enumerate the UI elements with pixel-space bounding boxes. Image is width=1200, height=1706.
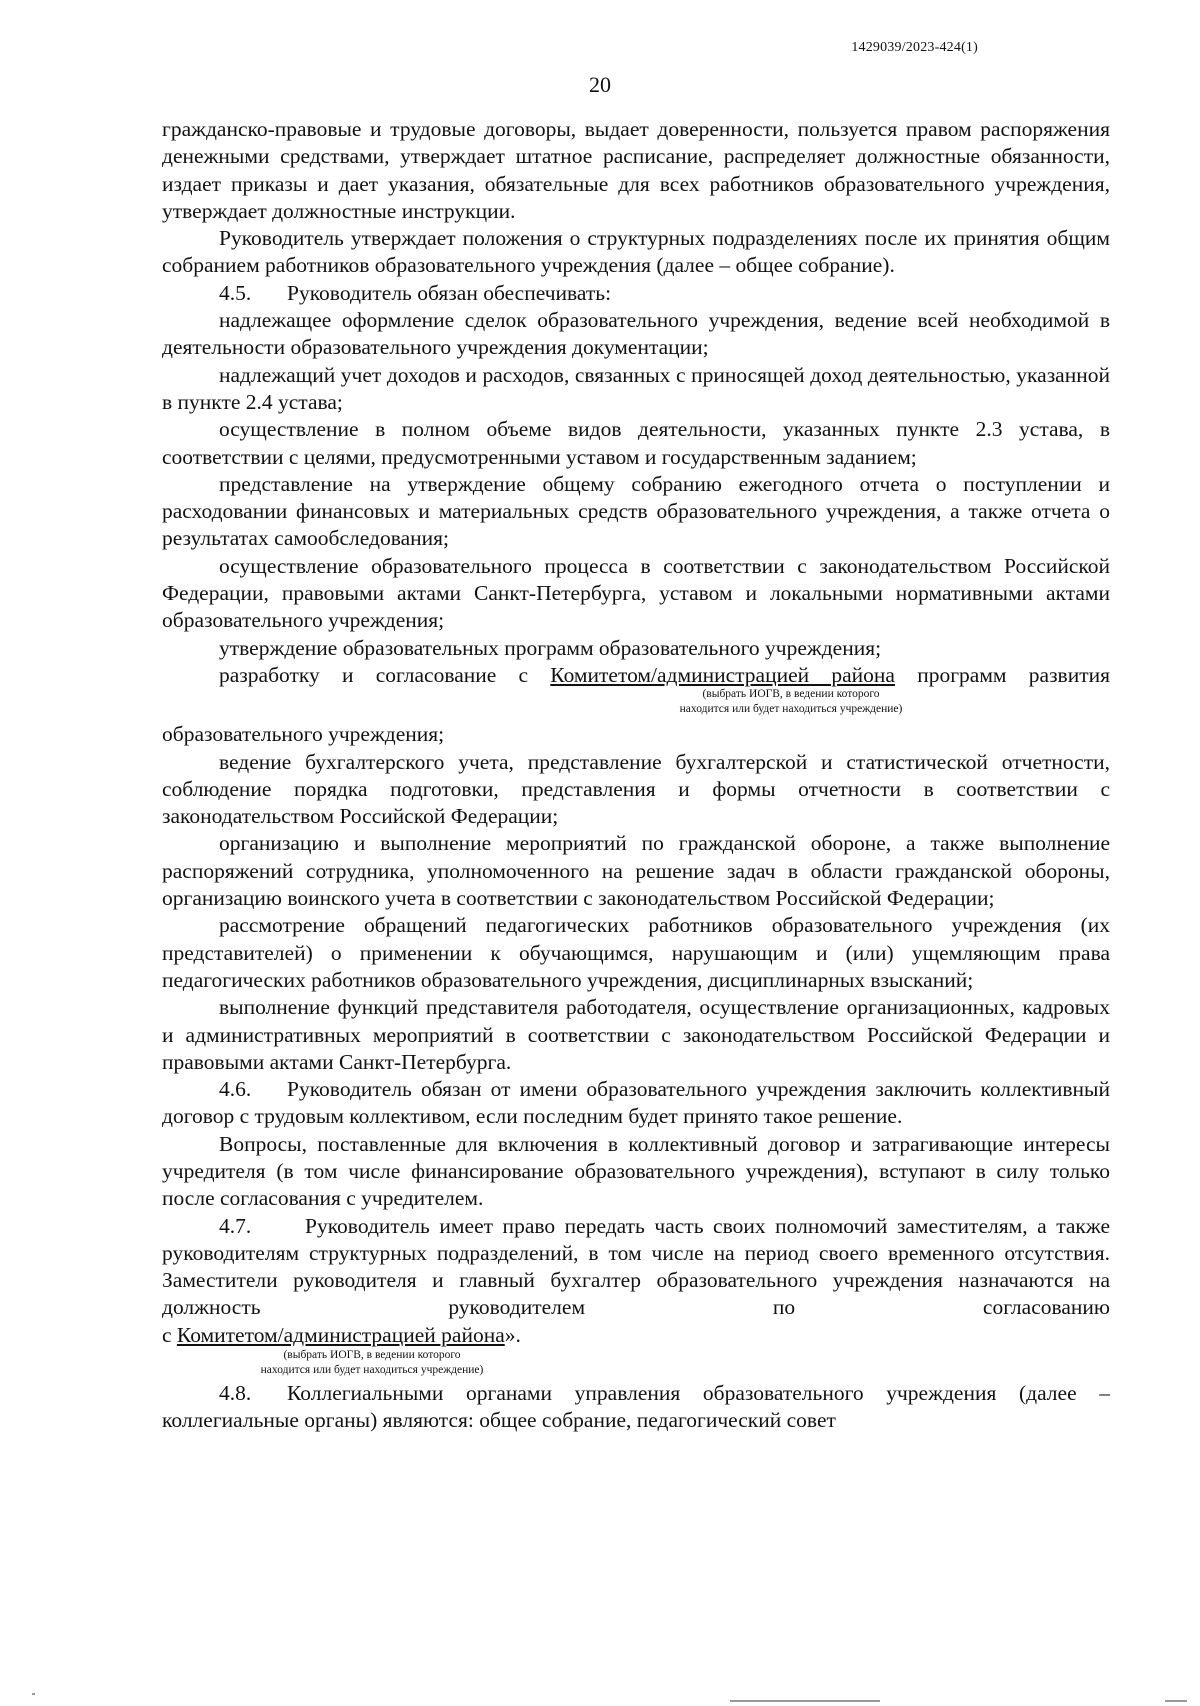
note-line: находится или будет находиться учреждение): [679, 703, 903, 716]
paragraph: Руководитель утверждает положения о структурных подразделениях после их принятия общим собранием работников образовательного учреждения (далее – общее собрание).: [162, 226, 1110, 278]
text-fragment: с: [162, 1322, 177, 1347]
text-fragment: ».: [504, 1322, 521, 1347]
clause-4-6: [162, 1076, 1110, 1131]
document-number: 1429039/2023-424(1): [851, 40, 978, 55]
clause-text: Руководитель обязан обеспечивать:: [287, 280, 612, 305]
paragraph: осуществление в полном объеме видов деятельности, указанных пункте 2.3 устава, в соответствии с целями, предусмотренными уставом и государственным заданием;: [162, 417, 1110, 469]
paragraph: гражданско-правовые и трудовые договоры, выдает доверенности, пользуется правом распоряжения денежными средствами, утверждает штатное расписание, распределяет должностные обязанности, издает приказы и дает указания, обязательные для всех работников образовательного учреждения, утверждает должностные инструкции.: [162, 117, 1110, 223]
document-body: [162, 116, 1110, 1435]
paragraph: выполнение функций представителя работодателя, осуществление организационных, кадровых и административных мероприятий в соответствии с законодательством Российской Федерации и правовыми актами Санкт-Петербурга.: [162, 995, 1110, 1074]
paragraph: надлежащий учет доходов и расходов, связанных с приносящей доход деятельностью, указанной в пункте 2.4 устава;: [162, 362, 1110, 414]
paragraph: рассмотрение обращений педагогических работников образовательного учреждения (их представителей) о применении к обучающимся, нарушающим и (или) ущемляющим права педагогических работников образовательного учреждения, дисциплинарных взысканий;: [162, 913, 1110, 992]
paragraph: утверждение образовательных программ образовательного учреждения;: [219, 635, 882, 660]
placeholder-note: [162, 1348, 582, 1378]
text-fragment: разработку и согласование с: [219, 662, 551, 687]
paragraph: представление на утверждение общему собранию ежегодного отчета о поступлении и расходовании финансовых и материальных средств образовательного учреждения, а также отчета о результатах самообследования;: [162, 471, 1110, 551]
paragraph: образовательного учреждения;: [162, 722, 445, 747]
paragraph: осуществление образовательного процесса в соответствии с законодательством Российской Федерации, правовыми актами Санкт-Петербурга, уставом и локальными нормативными актами образовательного учреждения;: [162, 553, 1110, 633]
placeholder-authority: Комитетом/администрацией района: [176, 1322, 505, 1347]
paragraph-with-placeholder: [162, 1322, 1110, 1349]
clause-text: Руководитель обязан от имени образовательного учреждения заключить коллективный договор с трудовым коллективом, если последним будет принято такое решение.: [162, 1077, 1110, 1129]
scan-artifact: [730, 1700, 880, 1702]
text-fragment: программ развития: [894, 662, 1111, 687]
clause-4-8: [162, 1380, 1110, 1435]
paragraph: организацию и выполнение мероприятий по гражданской обороне, а также выполнение распоряжений сотрудника, уполномоченного на решение задач в области гражданской обороны, организацию воинского учета в соответствии с законодательством Российской Федерации;: [162, 831, 1110, 911]
paragraph: надлежащее оформление сделок образовательного учреждения, ведение всей необходимой в деятельности образовательного учреждения документации;: [162, 308, 1110, 360]
placeholder-note: [162, 687, 1110, 717]
clause-number: 4.7.: [219, 1213, 252, 1238]
clause-text: Коллегиальными органами управления образовательного учреждения (далее – коллегиальные органы) являются: общее собрание, педагогический совет: [162, 1381, 1110, 1433]
paragraph: Вопросы, поставленные для включения в коллективный договор и затрагивающие интересы учредителя (в том числе финансирование образовательного учреждения), вступают в силу только после согласования с учредителем.: [162, 1131, 1110, 1211]
clause-number: 4.8.: [219, 1381, 252, 1406]
clause-number: 4.6.: [219, 1077, 252, 1102]
scan-artifact: [1165, 1700, 1187, 1702]
note-line: (выбрать ИОГВ, в ведении которого: [702, 688, 880, 701]
clause-number: 4.5.: [219, 280, 252, 305]
scan-artifact: [32, 1693, 35, 1695]
placeholder-authority: Комитетом/администрацией района: [550, 662, 895, 687]
note-line: (выбрать ИОГВ, в ведении которого: [283, 1349, 461, 1362]
note-line: находится или будет находиться учреждение): [260, 1364, 484, 1377]
paragraph-with-placeholder: [162, 662, 1110, 689]
clause-text: Руководитель имеет право передать часть своих полномочий заместителям, а также руководителям структурных подразделений, в том числе на период своего временного отсутствия. Заместители руководителя и главный бухгалтер образовательного учреждения назначаются на должность руководителем по согласованию: [162, 1213, 1110, 1320]
clause-4-5: [162, 280, 1110, 307]
paragraph: ведение бухгалтерского учета, представление бухгалтерской и статистической отчетности, соблюдение порядка подготовки, представления и формы отчетности в соответствии с законодательством Российской Федерации;: [162, 749, 1110, 829]
clause-4-7: [162, 1213, 1110, 1322]
page-number: 20: [589, 72, 611, 97]
